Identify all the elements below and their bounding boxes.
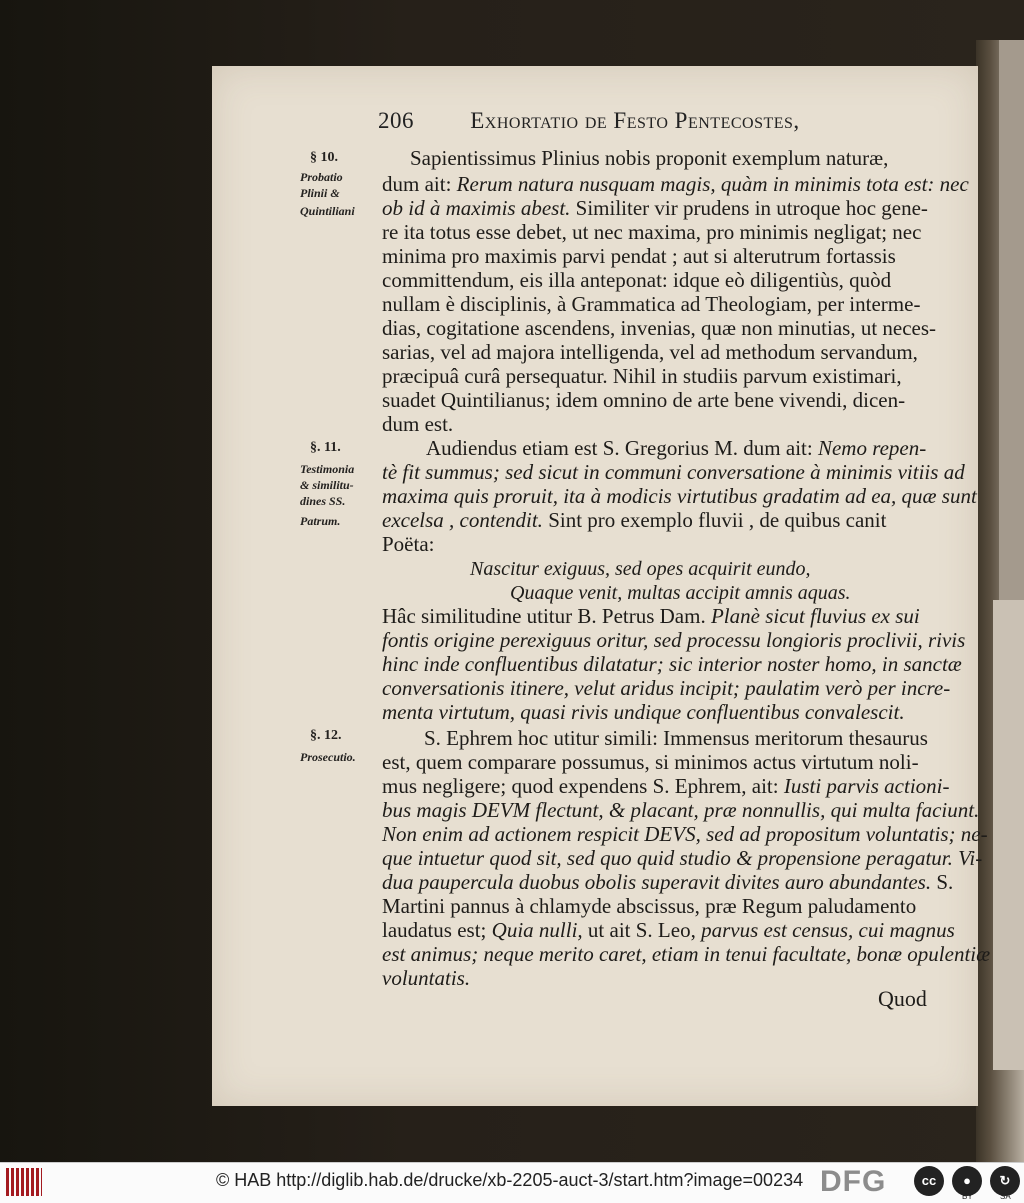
text-line: fontis origine perexiguus oritur, sed processu longioris proclivii, rivis xyxy=(382,628,966,652)
by-attribution-icon[interactable]: ● xyxy=(952,1166,982,1196)
sa-label: SA xyxy=(1000,1192,1011,1201)
text-line: est animus; neque merito caret, etiam in tenui facultate, bonæ opulentiæ xyxy=(382,942,991,966)
text-line: præcipuâ curâ persequatur. Nihil in studiis parvum existimari, xyxy=(382,364,902,388)
next-page-edge xyxy=(999,40,1024,600)
text-line: minima pro maximis parvi pendat ; aut si alterutrum fortassis xyxy=(382,244,896,268)
page-number: 206 xyxy=(378,108,414,133)
text-line: Hâc similitudine utitur B. Petrus Dam. Planè sicut fluvius ex sui xyxy=(382,604,920,628)
text-line: nullam è disciplinis, à Grammatica ad Theologiam, per interme- xyxy=(382,292,921,316)
text-line: committendum, eis illa anteponat: idque eò diligentiùs, quòd xyxy=(382,268,892,292)
margin-note: Patrum. xyxy=(300,514,341,528)
text-line: dum est. xyxy=(382,412,454,436)
by-label: BY xyxy=(962,1192,973,1201)
text-line: dum ait: Rerum natura nusquam magis, quàm in minimis tota est: nec xyxy=(382,172,969,196)
text-line: excelsa , contendit. Sint pro exemplo fluvii , de quibus canit xyxy=(382,508,887,532)
catchword: Quod xyxy=(878,986,927,1011)
margin-note: dines SS. xyxy=(300,494,346,508)
text-line: ob id à maximis abest. Similiter vir prudens in utroque hoc gene- xyxy=(382,196,928,220)
margin-note: Probatio xyxy=(300,170,343,184)
text-line: hinc inde confluentibus dilatatur; sic interior noster homo, in sanctæ xyxy=(382,652,962,676)
text-line: dua paupercula duobus obolis superavit divites auro abundantes. S. xyxy=(382,870,954,894)
text-line: Poëta: xyxy=(382,532,435,556)
margin-section-11: §. 11. xyxy=(310,440,341,455)
margin-note: Quintiliani xyxy=(300,204,355,218)
text-line: re ita totus esse debet, ut nec maxima, pro minimis negligat; nec xyxy=(382,220,922,244)
running-title: Exhortatio de Festo Pentecostes, xyxy=(470,108,800,133)
dfg-logo[interactable]: DFG xyxy=(820,1165,887,1198)
text-line: bus magis DEVM flectunt, & placant, præ nonnullis, qui multa faciunt. xyxy=(382,798,980,822)
text-line: Sapientissimus Plinius nobis proponit exemplum naturæ, xyxy=(410,146,889,170)
text-line: Martini pannus à chlamyde abscissus, præ Regum paludamento xyxy=(382,894,917,918)
text-line: laudatus est; Quia nulli, ut ait S. Leo, parvus est census, cui magnus xyxy=(382,918,955,942)
text-line: maxima quis proruit, ita à modicis virtutibus gradatim ad ea, quæ sunt xyxy=(382,484,977,508)
text-line: suadet Quintilianus; idem omnino de arte bene vivendi, dicen- xyxy=(382,388,906,412)
text-line: dias, cogitatione ascendens, invenias, quæ non minutias, ut neces- xyxy=(382,316,937,340)
copyright-link[interactable]: © HAB http://diglib.hab.de/drucke/xb-2205-auct-3/start.htm?image=00234 xyxy=(216,1170,804,1190)
text-line: que intuetur quod sit, sed quo quid studio & propensione peragatur. Vi- xyxy=(382,846,983,870)
verse-line: Nascitur exiguus, sed opes acquirit eundo, xyxy=(470,558,811,580)
text-line: Non enim ad actionem respicit DEVS, sed ad propositum voluntatis; ne- xyxy=(382,822,988,846)
text-line: mus negligere; quod expendens S. Ephrem, ait: Iusti parvis actioni- xyxy=(382,774,950,798)
margin-note: Plinii & xyxy=(300,186,340,200)
margin-note: Testimonia xyxy=(300,462,355,476)
text-line: Audiendus etiam est S. Gregorius M. dum ait: Nemo repen- xyxy=(426,436,927,460)
text-line: conversationis itinere, velut aridus incipit; paulatim verò per incre- xyxy=(382,676,951,700)
margin-note: Prosecutio. xyxy=(300,750,356,764)
margin-section-10: § 10. xyxy=(310,150,338,165)
next-page-edge-lower xyxy=(993,600,1024,1070)
text-line: S. Ephrem hoc utitur simili: Immensus meritorum thesaurus xyxy=(424,726,928,750)
text-line: voluntatis. xyxy=(382,966,471,990)
cc-license-icon[interactable]: cc xyxy=(914,1166,944,1196)
verse-line: Quaque venit, multas accipit amnis aquas. xyxy=(510,582,851,604)
hab-logo-icon[interactable] xyxy=(6,1168,42,1196)
text-line: menta virtutum, quasi rivis undique confluentibus convalescit. xyxy=(382,700,905,724)
text-line: est, quem comparare possumus, si minimos actus virtutum noli- xyxy=(382,750,919,774)
running-head xyxy=(378,108,800,134)
text-line: sarias, vel ad majora intelligenda, vel ad methodum servandum, xyxy=(382,340,918,364)
margin-note: & similitu- xyxy=(300,478,354,492)
text-line: tè fit summus; sed sicut in communi conversatione à minimis vitiis ad xyxy=(382,460,965,484)
sa-share-alike-icon[interactable]: ↻ xyxy=(990,1166,1020,1196)
margin-section-12: §. 12. xyxy=(310,728,342,743)
